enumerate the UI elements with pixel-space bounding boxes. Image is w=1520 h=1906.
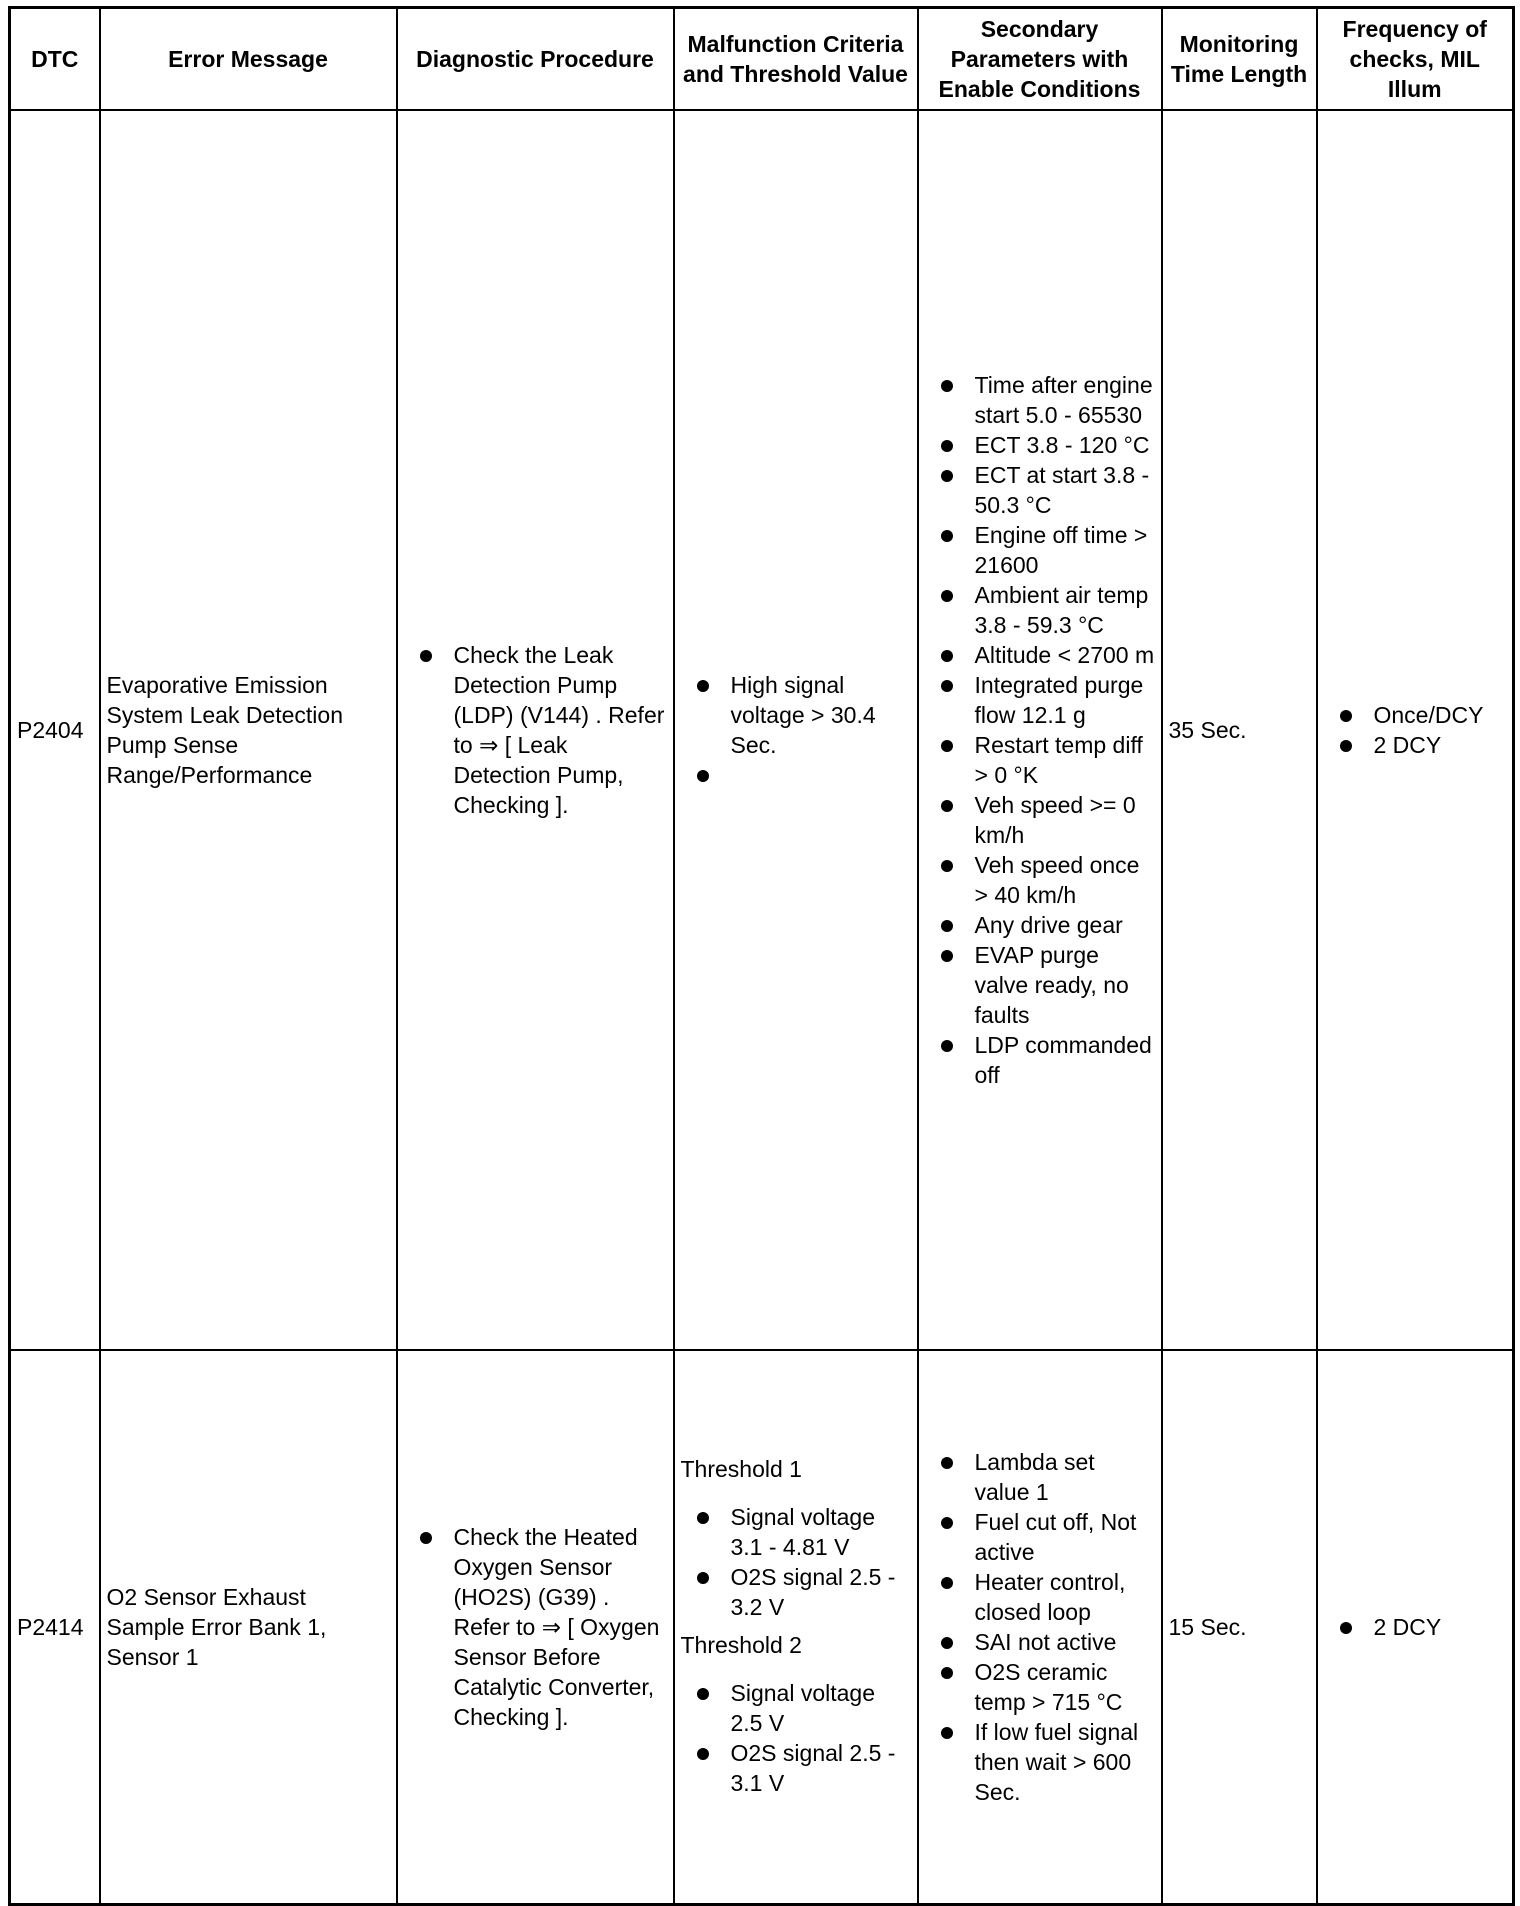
- table-row: [10, 1350, 1514, 1904]
- procedure-text: Check the Heated Oxygen Sensor (HO2S) (G39) . Refer to ⇒ [ Oxygen Sensor Before Catalytic Converter, Checking ].: [453, 1524, 660, 1731]
- monitoring-time-cell: 15 Sec.: [1162, 1350, 1317, 1904]
- list-item: [925, 1567, 1155, 1627]
- frequency-text: Once/DCY: [1373, 702, 1484, 729]
- frequency-list: [1324, 700, 1507, 760]
- bullet-icon: [941, 650, 953, 662]
- bullet-icon: [420, 1532, 432, 1544]
- parameter-text: SAI not active: [974, 1629, 1117, 1656]
- header-malfunction-criteria: Malfunction Criteria and Threshold Value: [674, 8, 918, 111]
- bullet-icon: [941, 380, 953, 392]
- list-item: [925, 520, 1155, 580]
- error-message-cell: Evaporative Emission System Leak Detection Pump Sense Range/Performance: [100, 110, 397, 1350]
- bullet-icon: [941, 1040, 953, 1052]
- bullet-icon: [941, 530, 953, 542]
- bullet-icon: [697, 1688, 709, 1700]
- parameter-text: Fuel cut off, Not active: [974, 1509, 1137, 1566]
- diagnostic-procedure-cell: [397, 1350, 674, 1904]
- list-item: [925, 670, 1155, 730]
- bullet-icon: [697, 1748, 709, 1760]
- dtc-cell: P2414: [10, 1350, 100, 1904]
- frequency-cell: [1317, 110, 1514, 1350]
- bullet-icon: [941, 800, 953, 812]
- list-item: [925, 1030, 1155, 1090]
- list-item: [925, 1507, 1155, 1567]
- bullet-icon: [697, 680, 709, 692]
- bullet-icon: [941, 440, 953, 452]
- parameter-text: If low fuel signal then wait > 600 Sec.: [974, 1719, 1139, 1806]
- table-row: [10, 110, 1514, 1350]
- frequency-text: 2 DCY: [1373, 1614, 1442, 1641]
- bullet-icon: [1340, 740, 1352, 752]
- procedure-list: [404, 640, 667, 820]
- bullet-icon: [941, 860, 953, 872]
- parameter-text: ECT 3.8 - 120 °C: [974, 432, 1150, 459]
- secondary-parameters-cell: [918, 110, 1162, 1350]
- parameter-text: Altitude < 2700 m: [974, 642, 1155, 669]
- procedure-text: Check the Leak Detection Pump (LDP) (V144) . Refer to ⇒ [ Leak Detection Pump, Checking ].: [453, 642, 665, 819]
- criteria-text: Signal voltage 2.5 V: [730, 1680, 875, 1737]
- header-error-message: Error Message: [100, 8, 397, 111]
- bullet-icon: [697, 770, 709, 782]
- bullet-icon: [1340, 710, 1352, 722]
- bullet-icon: [941, 590, 953, 602]
- error-message-cell: O2 Sensor Exhaust Sample Error Bank 1, Sensor 1: [100, 1350, 397, 1904]
- bullet-icon: [941, 1637, 953, 1649]
- list-item: [925, 850, 1155, 910]
- list-item: [925, 1657, 1155, 1717]
- procedure-list: [404, 1522, 667, 1732]
- bullet-icon: [941, 1727, 953, 1739]
- list-item: [925, 430, 1155, 460]
- header-frequency: Frequency of checks, MIL Illum: [1317, 8, 1514, 111]
- secondary-list: [925, 1447, 1155, 1807]
- bullet-icon: [941, 950, 953, 962]
- header-monitoring-time: Monitoring Time Length: [1162, 8, 1317, 111]
- header-dtc: DTC: [10, 8, 100, 111]
- bullet-icon: [941, 1457, 953, 1469]
- secondary-parameters-cell: [918, 1350, 1162, 1904]
- criteria-list: [681, 670, 911, 790]
- parameter-text: Veh speed >= 0 km/h: [974, 792, 1136, 849]
- parameter-text: Integrated purge flow 12.1 g: [974, 672, 1144, 729]
- parameter-text: Heater control, closed loop: [974, 1569, 1126, 1626]
- parameter-text: O2S ceramic temp > 715 °C: [974, 1659, 1123, 1716]
- list-item: [925, 640, 1155, 670]
- frequency-text: 2 DCY: [1373, 732, 1442, 759]
- dtc-cell: P2404: [10, 110, 100, 1350]
- header-secondary-parameters: Secondary Parameters with Enable Conditions: [918, 8, 1162, 111]
- list-item: [404, 1522, 667, 1732]
- bullet-icon: [941, 680, 953, 692]
- list-item: [925, 580, 1155, 640]
- parameter-text: Any drive gear: [974, 912, 1123, 939]
- frequency-list: [1324, 1612, 1507, 1642]
- parameter-text: LDP commanded off: [974, 1032, 1152, 1089]
- list-item: [925, 730, 1155, 790]
- parameter-text: Veh speed once > 40 km/h: [974, 852, 1140, 909]
- list-item: [681, 760, 911, 790]
- list-item: [404, 640, 667, 820]
- diagnostic-procedure-cell: [397, 110, 674, 1350]
- list-item: [1324, 700, 1507, 730]
- monitoring-time-cell: 35 Sec.: [1162, 110, 1317, 1350]
- frequency-cell: [1317, 1350, 1514, 1904]
- list-item: [925, 940, 1155, 1030]
- parameter-text: EVAP purge valve ready, no faults: [974, 942, 1129, 1029]
- bullet-icon: [941, 470, 953, 482]
- list-item: [681, 1678, 911, 1738]
- parameter-text: Engine off time > 21600: [974, 522, 1148, 579]
- list-item: [925, 1717, 1155, 1807]
- parameter-text: ECT at start 3.8 - 50.3 °C: [974, 462, 1150, 519]
- criteria-text: High signal voltage > 30.4 Sec.: [730, 672, 876, 759]
- list-item: [1324, 1612, 1507, 1642]
- parameter-text: Restart temp diff > 0 °K: [974, 732, 1143, 789]
- criteria-list: [681, 1678, 911, 1798]
- criteria-text: O2S signal 2.5 - 3.2 V: [730, 1564, 896, 1621]
- bullet-icon: [941, 740, 953, 752]
- list-item: [925, 1627, 1155, 1657]
- parameter-text: Time after engine start 5.0 - 65530: [974, 372, 1153, 429]
- list-item: [681, 670, 911, 760]
- criteria-text: Signal voltage 3.1 - 4.81 V: [730, 1504, 875, 1561]
- list-item: [925, 370, 1155, 430]
- list-item: [925, 460, 1155, 520]
- bullet-icon: [697, 1512, 709, 1524]
- bullet-icon: [941, 1577, 953, 1589]
- bullet-icon: [697, 1572, 709, 1584]
- criteria-list: [681, 1502, 911, 1622]
- list-item: [681, 1502, 911, 1562]
- bullet-icon: [941, 920, 953, 932]
- threshold-label: Threshold 2: [680, 1632, 802, 1659]
- bullet-icon: [941, 1517, 953, 1529]
- header-row: [10, 8, 1514, 111]
- diagnostic-table: [8, 6, 1515, 1906]
- list-item: [925, 790, 1155, 850]
- malfunction-criteria-cell: [674, 110, 918, 1350]
- parameter-text: Ambient air temp 3.8 - 59.3 °C: [974, 582, 1149, 639]
- bullet-icon: [420, 650, 432, 662]
- bullet-icon: [941, 1667, 953, 1679]
- list-item: [925, 1447, 1155, 1507]
- list-item: [925, 910, 1155, 940]
- bullet-icon: [1340, 1622, 1352, 1634]
- secondary-list: [925, 370, 1155, 1090]
- threshold-label: Threshold 1: [680, 1456, 802, 1483]
- list-item: [681, 1562, 911, 1622]
- list-item: [1324, 730, 1507, 760]
- list-item: [681, 1738, 911, 1798]
- header-diagnostic-procedure: Diagnostic Procedure: [397, 8, 674, 111]
- criteria-text: O2S signal 2.5 - 3.1 V: [730, 1740, 896, 1797]
- malfunction-criteria-cell: [674, 1350, 918, 1904]
- parameter-text: Lambda set value 1: [974, 1449, 1095, 1506]
